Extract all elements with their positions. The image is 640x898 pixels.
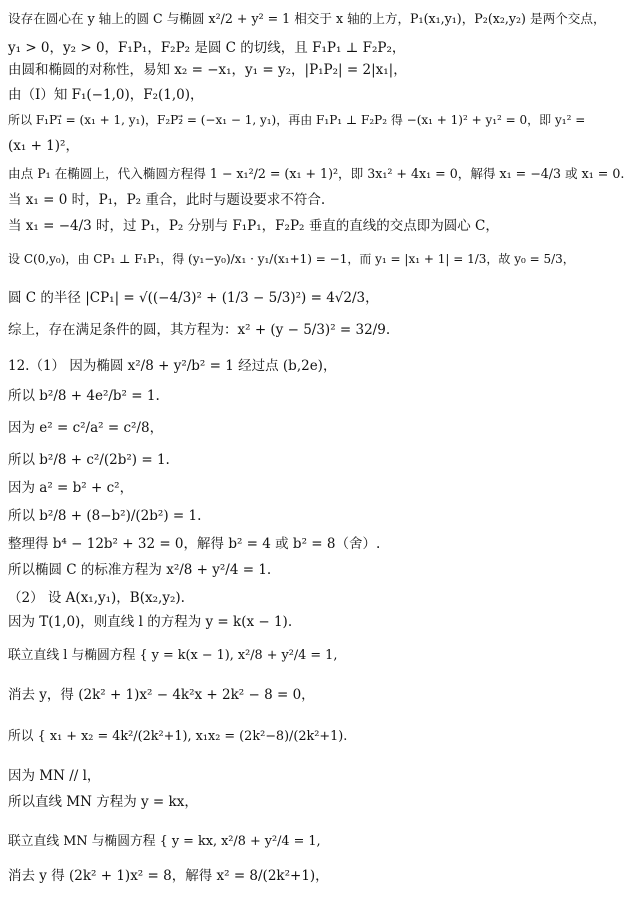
text-line: 消去 y，得 (2k² + 1)x² − 4k²x + 2k² − 8 = 0，: [8, 687, 315, 703]
text-line: 设存在圆心在 y 轴上的圆 C 与椭圆 x²/2 + y² = 1 相交于 x 轴的上方，P₁(x₁,y₁)，P₂(x₂,y₂) 是两个交点，: [8, 11, 606, 26]
text-line: y₁ > 0，y₂ > 0，F₁P₁，F₂P₂ 是圆 C 的切线，且 F₁P₁ ⊥ F₂P₂，: [8, 40, 406, 56]
text-line: 因为 e² = c²/a² = c²/8，: [8, 420, 164, 436]
text-line: 设 C(0,y₀)，由 CP₁ ⊥ F₁P₁，得 (y₁−y₀)/x₁ · y₁/(x₁+1) = −1，而 y₁ = |x₁ + 1| = 1/3，故 y₀ = 5/3，: [8, 252, 575, 266]
text-line: 整理得 b⁴ − 12b² + 32 = 0，解得 b² = 4 或 b² = 8（舍）.: [8, 536, 381, 552]
text-line: 12.（1） 因为椭圆 x²/8 + y²/b² = 1 经过点 (b,2e)，: [8, 358, 337, 374]
text-line: 所以 b²/8 + 4e²/b² = 1.: [8, 388, 160, 404]
text-line: 由圆和椭圆的对称性，易知 x₂ = −x₁，y₁ = y₂，|P₁P₂| = 2|x₁|，: [8, 62, 407, 78]
text-line: 所以 b²/8 + (8−b²)/(2b²) = 1.: [8, 508, 202, 524]
text-line: 综上，存在满足条件的圆，其方程为：x² + (y − 5/3)² = 32/9.: [8, 322, 391, 338]
text-line: 所以 F₁P₁⃗ = (x₁ + 1, y₁)，F₂P₂⃗ = (−x₁ − 1, y₁)，再由 F₁P₁ ⊥ F₂P₂ 得 −(x₁ + 1)² + y₁² = 0，即 y₁² =: [8, 113, 586, 127]
text-line: 当 x₁ = −4/3 时，过 P₁，P₂ 分别与 F₁P₁，F₂P₂ 垂直的直线的交点即为圆心 C，: [8, 218, 499, 234]
text-line: 因为 T(1,0)，则直线 l 的方程为 y = k(x − 1).: [8, 614, 293, 630]
text-line: (x₁ + 1)²，: [8, 138, 79, 154]
text-line: 所以直线 MN 方程为 y = kx，: [8, 794, 198, 810]
text-line: 因为 a² = b² + c²，: [8, 480, 134, 496]
text-line: 联立直线 l 与椭圆方程 { y = k(x − 1), x²/8 + y²/4 = 1,: [8, 648, 338, 663]
text-line: 圆 C 的半径 |CP₁| = √((−4/3)² + (1/3 − 5/3)²) = 4√2/3，: [8, 290, 379, 306]
text-line: 所以 { x₁ + x₂ = 4k²/(2k²+1), x₁x₂ = (2k²−8)/(2k²+1).: [8, 729, 348, 744]
text-line: 因为 MN // l，: [8, 768, 101, 784]
text-line: （2） 设 A(x₁,y₁)，B(x₂,y₂).: [8, 590, 185, 606]
text-line: 联立直线 MN 与椭圆方程 { y = kx, x²/8 + y²/4 = 1,: [8, 834, 321, 849]
text-line: 由（Ⅰ）知 F₁(−1,0)，F₂(1,0)，: [8, 87, 204, 103]
text-line: 所以 b²/8 + c²/(2b²) = 1.: [8, 452, 170, 468]
text-line: 消去 y 得 (2k² + 1)x² = 8，解得 x² = 8/(2k²+1)，: [8, 868, 329, 884]
text-line: 所以椭圆 C 的标准方程为 x²/8 + y²/4 = 1.: [8, 562, 272, 578]
text-line: 由点 P₁ 在椭圆上，代入椭圆方程得 1 − x₁²/2 = (x₁ + 1)²，即 3x₁² + 4x₁ = 0，解得 x₁ = −4/3 或 x₁ = 0.: [8, 166, 625, 181]
text-line: 当 x₁ = 0 时，P₁，P₂ 重合，此时与题设要求不符合.: [8, 192, 326, 208]
